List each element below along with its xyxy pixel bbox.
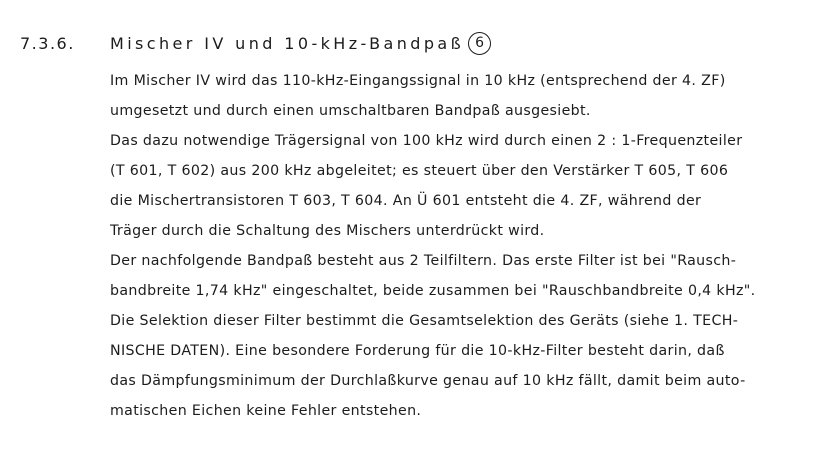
body-line: umgesetzt und durch einen umschaltbaren Bandpaß ausgesiebt. [110, 103, 591, 119]
body-line: Das dazu notwendige Trägersignal von 100 kHz wird durch einen 2 : 1-Frequenzteiler [110, 133, 743, 149]
section-number: 7.3.6. [20, 33, 75, 53]
section-heading [20, 28, 491, 58]
body-line: Der nachfolgende Bandpaß besteht aus 2 Teilfiltern. Das erste Filter ist bei "Rausch- [110, 253, 737, 269]
body-line: bandbreite 1,74 kHz" eingeschaltet, beide zusammen bei "Rauschbandbreite 0,4 kHz". [110, 283, 756, 299]
body-line: Im Mischer IV wird das 110-kHz-Eingangssignal in 10 kHz (entsprechend der 4. ZF) [110, 73, 726, 89]
body-line: matischen Eichen keine Fehler entstehen. [110, 403, 422, 419]
figure-reference-circle: 6 [468, 32, 491, 55]
body-line: NISCHE DATEN). Eine besondere Forderung für die 10-kHz-Filter besteht darin, daß [110, 343, 725, 359]
section-title: Mischer IV und 10-kHz-Bandpaß [110, 33, 465, 53]
body-line: die Mischertransistoren T 603, T 604. An Ü 601 entsteht die 4. ZF, während der [110, 193, 702, 209]
body-line: Die Selektion dieser Filter bestimmt die Gesamtselektion des Geräts (siehe 1. TECH- [110, 313, 739, 329]
body-line: (T 601, T 602) aus 200 kHz abgeleitet; es steuert über den Verstärker T 605, T 606 [110, 163, 729, 179]
body-line: das Dämpfungsminimum der Durchlaßkurve genau auf 10 kHz fällt, damit beim auto- [110, 373, 746, 389]
body-line: Träger durch die Schaltung des Mischers unterdrückt wird. [110, 223, 545, 239]
section-body [110, 66, 822, 426]
